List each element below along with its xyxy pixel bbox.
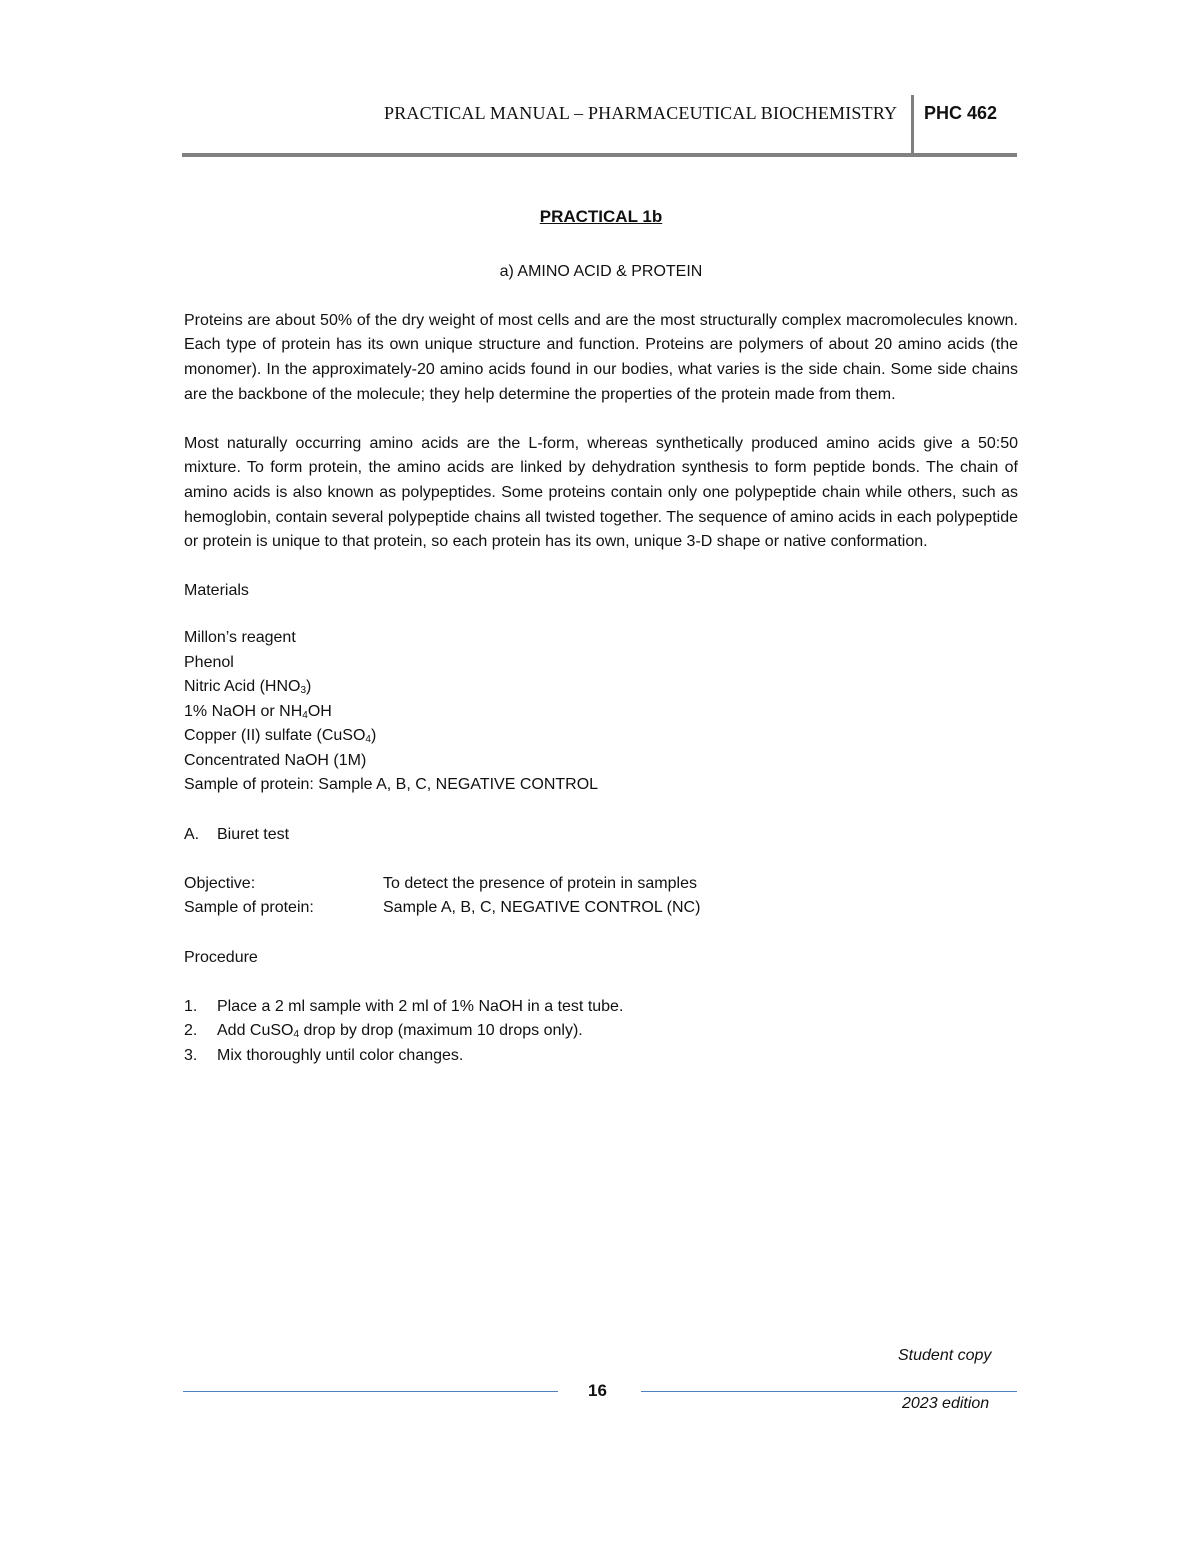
objective-value: To detect the presence of protein in samples [383, 874, 697, 892]
material-item-nitric-acid: Nitric Acid $(HNO_3)$ [184, 678, 312, 697]
footer-rule-right [641, 1391, 1017, 1392]
procedure-heading: Procedure [184, 948, 258, 966]
sample-row [184, 896, 1018, 921]
material-item-conc-naoh: Concentrated NaOH (1M) [184, 751, 367, 769]
materials-heading: Materials [184, 582, 249, 600]
intro-paragraph-1: Proteins are about 50% of the dry weight of most cells and are the most structurally complex macromolecules known. Each type of protein has its own unique structure and function. Proteins are polymers of about 20 amino acids (the monomer). In the approximately-20 amino acids found in our bodies, what varies is the side chain. Some side chains are the backbone of the molecule; they help determine the properties of the protein made from them. [184, 311, 1018, 403]
material-item-sample: Sample of protein: Sample A, B, C, NEGATIVE CONTROL [184, 776, 599, 794]
sample-value: Sample A, B, C, NEGATIVE CONTROL (NC) [383, 899, 701, 917]
objective-label: Objective: [184, 874, 256, 892]
material-item-millon: Millon’s reagent [184, 628, 296, 646]
test-letter: A. [184, 825, 200, 843]
procedure-step: 2. Add CuSO$_4$ drop by drop (maximum 10 drops only). [184, 1022, 583, 1041]
materials-list [184, 626, 1018, 798]
objective-row [184, 872, 1018, 897]
sample-label: Sample of protein: [184, 899, 314, 917]
header-title: PRACTICAL MANUAL – PHARMACEUTICAL BIOCHEMISTRY [384, 103, 898, 123]
material-item-naoh: 1% NaOH or $NH_4OH$ [184, 702, 332, 721]
header-rule [182, 153, 1017, 157]
intro-paragraph-2: Most naturally occurring amino acids are the L-form, whereas synthetically produced amino acids give a 50:50 mixture. To form protein, the amino acids are linked by dehydration synthesis to form peptide bonds. The chain of amino acids is also known as polypeptides. Some proteins contain only one polypeptide chain while others, such as hemoglobin, contain several polypeptide chains all twisted together. The sequence of amino acids in each polypeptide or protein is unique to that protein, so each protein has its own, unique 3-D shape or native conformation. [184, 434, 1018, 551]
footer-rule-left [183, 1391, 558, 1392]
test-title: Biuret test [217, 825, 290, 843]
material-item-phenol: Phenol [184, 653, 234, 671]
practical-title: PRACTICAL 1b [539, 207, 663, 226]
page-number: 16 [588, 1381, 607, 1400]
student-copy-label: Student copy [898, 1347, 992, 1364]
edition-label: 2023 edition [902, 1395, 990, 1412]
material-item-copper-sulfate: Copper (II) sulfate (CuSO$_4$) [184, 727, 377, 746]
section-title: a) AMINO ACID & PROTEIN [499, 262, 703, 280]
page-content [184, 205, 1018, 1069]
procedure-step: 1. Place a 2 ml sample with 2 ml of 1% NaOH in a test tube. [184, 997, 624, 1015]
course-code: PHC 462 [924, 103, 998, 123]
header-separator [911, 95, 914, 155]
procedure-step: 3. Mix thoroughly until color changes. [184, 1047, 464, 1064]
test-heading [184, 823, 1018, 848]
procedure-list [184, 995, 1018, 1069]
